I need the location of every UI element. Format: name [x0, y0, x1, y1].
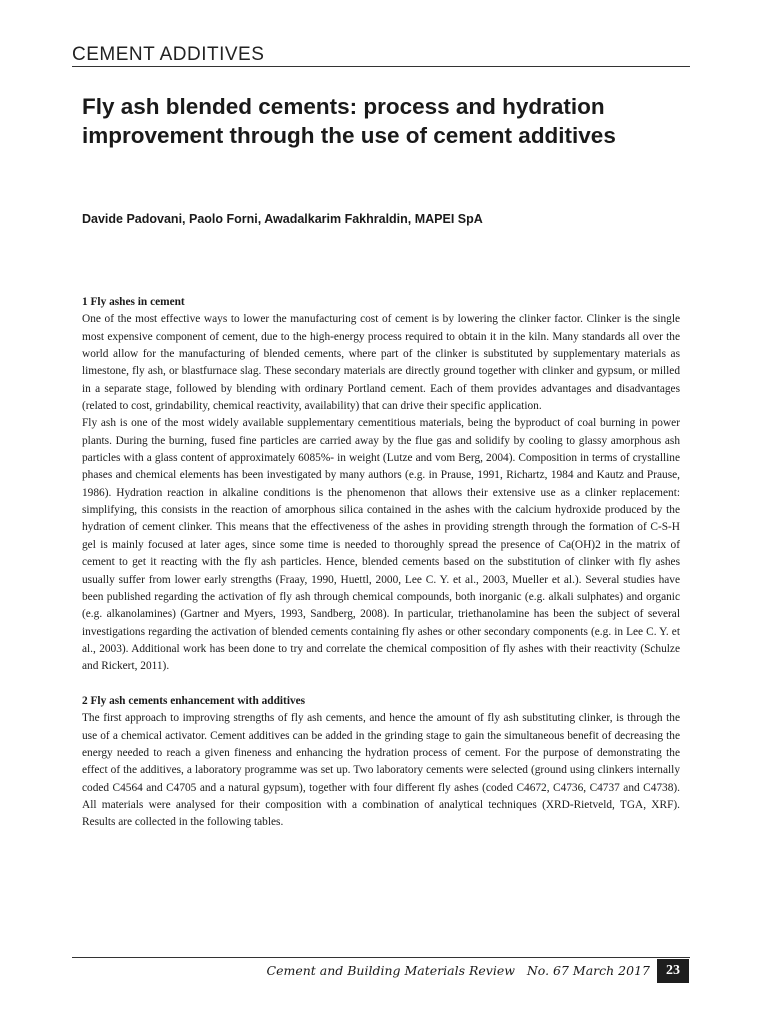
section-label: CEMENT ADDITIVES	[72, 44, 265, 65]
section-heading: 2 Fly ash cements enhancement with additives	[82, 694, 306, 707]
paragraph: Fly ash is one of the most widely available supplementary cementitious materials, being the byproduct of coal burning in power plants. During the burning, fused fine particles are carried away by the flue gas and solidify by cooling to glassy amorphous ash particles with a glass content of approximately 6085%- in weight (Lutze and vom Berg, 2004). Composition in terms of crystalline phases and chemical elements has been investigated by many authors (e.g. in Prause, 1991, Richartz, 1984 and Kautz and Prause, 1986). Hydration reaction in alkaline conditions is the phenomenon that allows their extensive use as a clinker replacement: simplifying, this consists in the reaction of amorphous silica contained in the ashes with the calcium hydroxide produced by the hydration of cement clinker. This means that the effectiveness of the ashes in providing strength through the formation of C-S-H gel is mainly focused at later ages, since some time is needed to thoroughly spread the presence of Ca(OH)2 in the matrix of cement to get it reacting with the fly ash particles. Hence, blended cements based on the substitution of clinker with fly ashes usually suffer from lower early strengths (Fraay, 1990, Huettl, 2000, Lee C. Y. et al., 2003, Mueller et al.). Several studies have been published regarding the activation of fly ash through chemical compounds, both inorganic (e.g. alkali sulphates) and organic (e.g. alkanolamines) (Gartner and Myers, 1993, Sandberg, 2008). In particular, triethanolamine has been the subject of several investigations regarding the activation of blended cements containing fly ashes or other secondary components (e.g. in Lee C. Y. et al., 2003). Additional work has been done to try and correlate the chemical composition of fly ashes with their reactivity (Schulze and Rickert, 2011).	[82, 417, 680, 673]
article-authors: Davide Padovani, Paolo Forni, Awadalkarim Fakhraldin, MAPEI SpA	[82, 212, 483, 226]
page-number: 23	[657, 959, 689, 983]
header-divider	[72, 66, 690, 67]
footer-journal-info: Cement and Building Materials Review No. 67 March 2017	[266, 963, 650, 978]
article-body	[82, 294, 680, 832]
footer-divider	[72, 957, 690, 958]
paragraph: The first approach to improving strengths of fly ash cements, and hence the amount of fly ash substituting clinker, is through the use of a chemical activator. Cement additives can be added in the grinding stage to gain the simultaneous benefit of decreasing the energy needed to reach a given fineness and enhancing the hydration process of cement. For the purpose of demonstrating the effect of the additives, a laboratory programme was set up. Two laboratory cements were selected (ground using clinkers internally coded C4564 and C4705 and a natural gypsum), together with four different fly ashes (coded C4672, C4736, C4737 and C4738). All materials were analysed for their composition with a combination of analytical techniques (XRD-Rietveld, TGA, XRF). Results are collected in the following tables.	[82, 712, 680, 829]
section-fly-ashes-in-cement	[82, 294, 680, 676]
paragraph: One of the most effective ways to lower the manufacturing cost of cement is by lowering the clinker factor. Clinker is the single most expensive component of cement, due to the high-energy process required to obtain it in the kiln. Many standards all over the world allow for the manufacturing of blended cements, where part of the clinker is substituted by supplementary materials as limestone, fly ash, or blastfurnace slag. These secondary materials are directly ground together with clinker and gypsum, or milled in a separate stage, followed by blending with ordinary Portland cement. Each of them provides advantages and disadvantages (related to cost, grindability, chemical reactivity, availability) that can drive their specific application.	[82, 313, 680, 413]
section-heading: 1 Fly ashes in cement	[82, 296, 185, 308]
article-title: Fly ash blended cements: process and hydration improvement through the use of cement additives	[82, 94, 616, 148]
section-fly-ash-enhancement	[82, 693, 680, 832]
